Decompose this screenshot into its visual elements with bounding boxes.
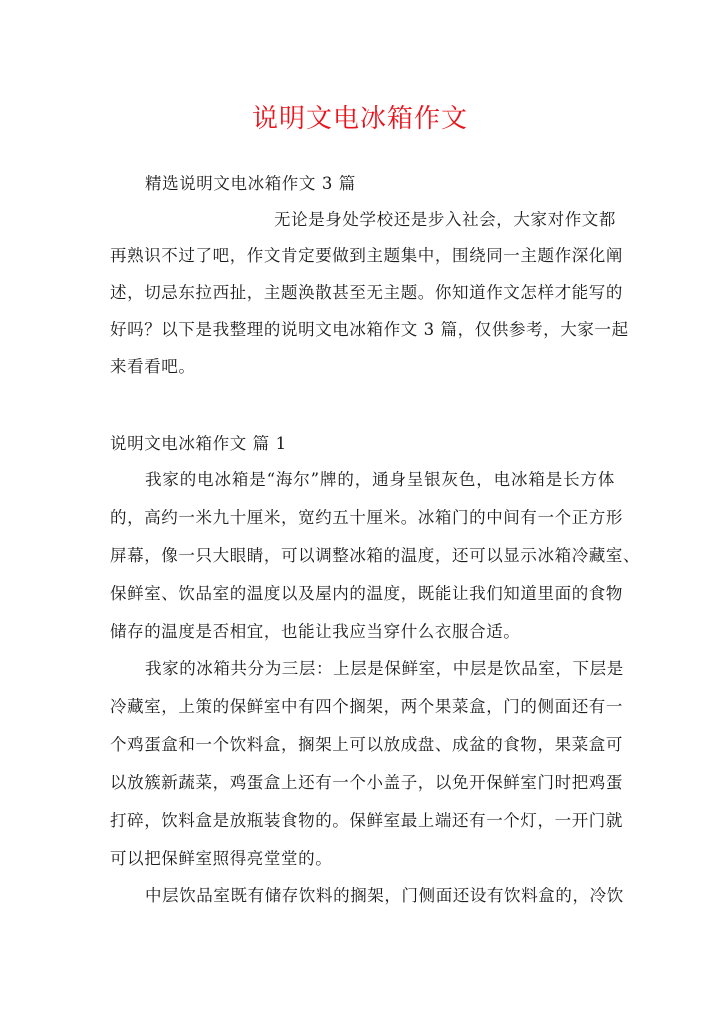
intro-line: 好吗？以下是我整理的说明文电冰箱作文 3 篇，仅供参考，大家一起 xyxy=(110,320,629,339)
paragraph-line: 可以把保鲜室照得亮堂堂的。 xyxy=(110,849,333,868)
paragraph-line: 打碎，饮料盒是放瓶装食物的。保鲜室最上端还有一个灯，一开门就 xyxy=(110,811,623,830)
document-subtitle: 精选说明文电冰箱作文 3 篇 xyxy=(145,174,356,193)
section-heading: 说明文电冰箱作文 篇 1 xyxy=(110,434,287,453)
intro-line: 无论是身处学校还是步入社会，大家对作文都 xyxy=(274,210,616,229)
paragraph-line: 以放簇新蔬菜，鸡蛋盒上还有一个小盖子，以免开保鲜室门时把鸡蛋 xyxy=(110,773,623,792)
paragraph-line: 个鸡蛋盒和一个饮料盒，搁架上可以放成盘、成盆的食物，果菜盒可 xyxy=(110,735,623,754)
paragraph-line: 保鲜室、饮品室的温度以及屋内的温度，既能让我们知道里面的食物 xyxy=(110,584,623,603)
intro-line: 来看看吧。 xyxy=(110,357,196,376)
paragraph-line: 屏幕，像一只大眼睛，可以调整冰箱的温度，还可以显示冰箱冷藏室、 xyxy=(110,546,641,565)
paragraph-line: 我家的电冰箱是“海尔”牌的，通身呈银灰色，电冰箱是长方体 xyxy=(145,470,615,489)
document-title: 说明文电冰箱作文 xyxy=(251,104,468,134)
paragraph-line: 中层饮品室既有储存饮料的搁架，门侧面还设有饮料盒的，冷饮 xyxy=(145,886,624,905)
intro-line: 再熟识不过了吧，作文肯定要做到主题集中，围绕同一主题作深化阐 xyxy=(110,246,623,265)
paragraph-line: 冷藏室，上策的保鲜室中有四个搁架，两个果菜盒，门的侧面还有一 xyxy=(110,697,623,716)
paragraph-line: 的，高约一米九十厘米，宽约五十厘米。冰箱门的中间有一个正方形 xyxy=(110,508,623,527)
paragraph-line: 我家的冰箱共分为三层：上层是保鲜室，中层是饮品室，下层是 xyxy=(145,659,624,678)
intro-line: 述，切忌东拉西扯，主题涣散甚至无主题。你知道作文怎样才能写的 xyxy=(110,283,623,302)
paragraph-line: 储存的温度是否相宜，也能让我应当穿什么衣服合适。 xyxy=(110,622,521,641)
